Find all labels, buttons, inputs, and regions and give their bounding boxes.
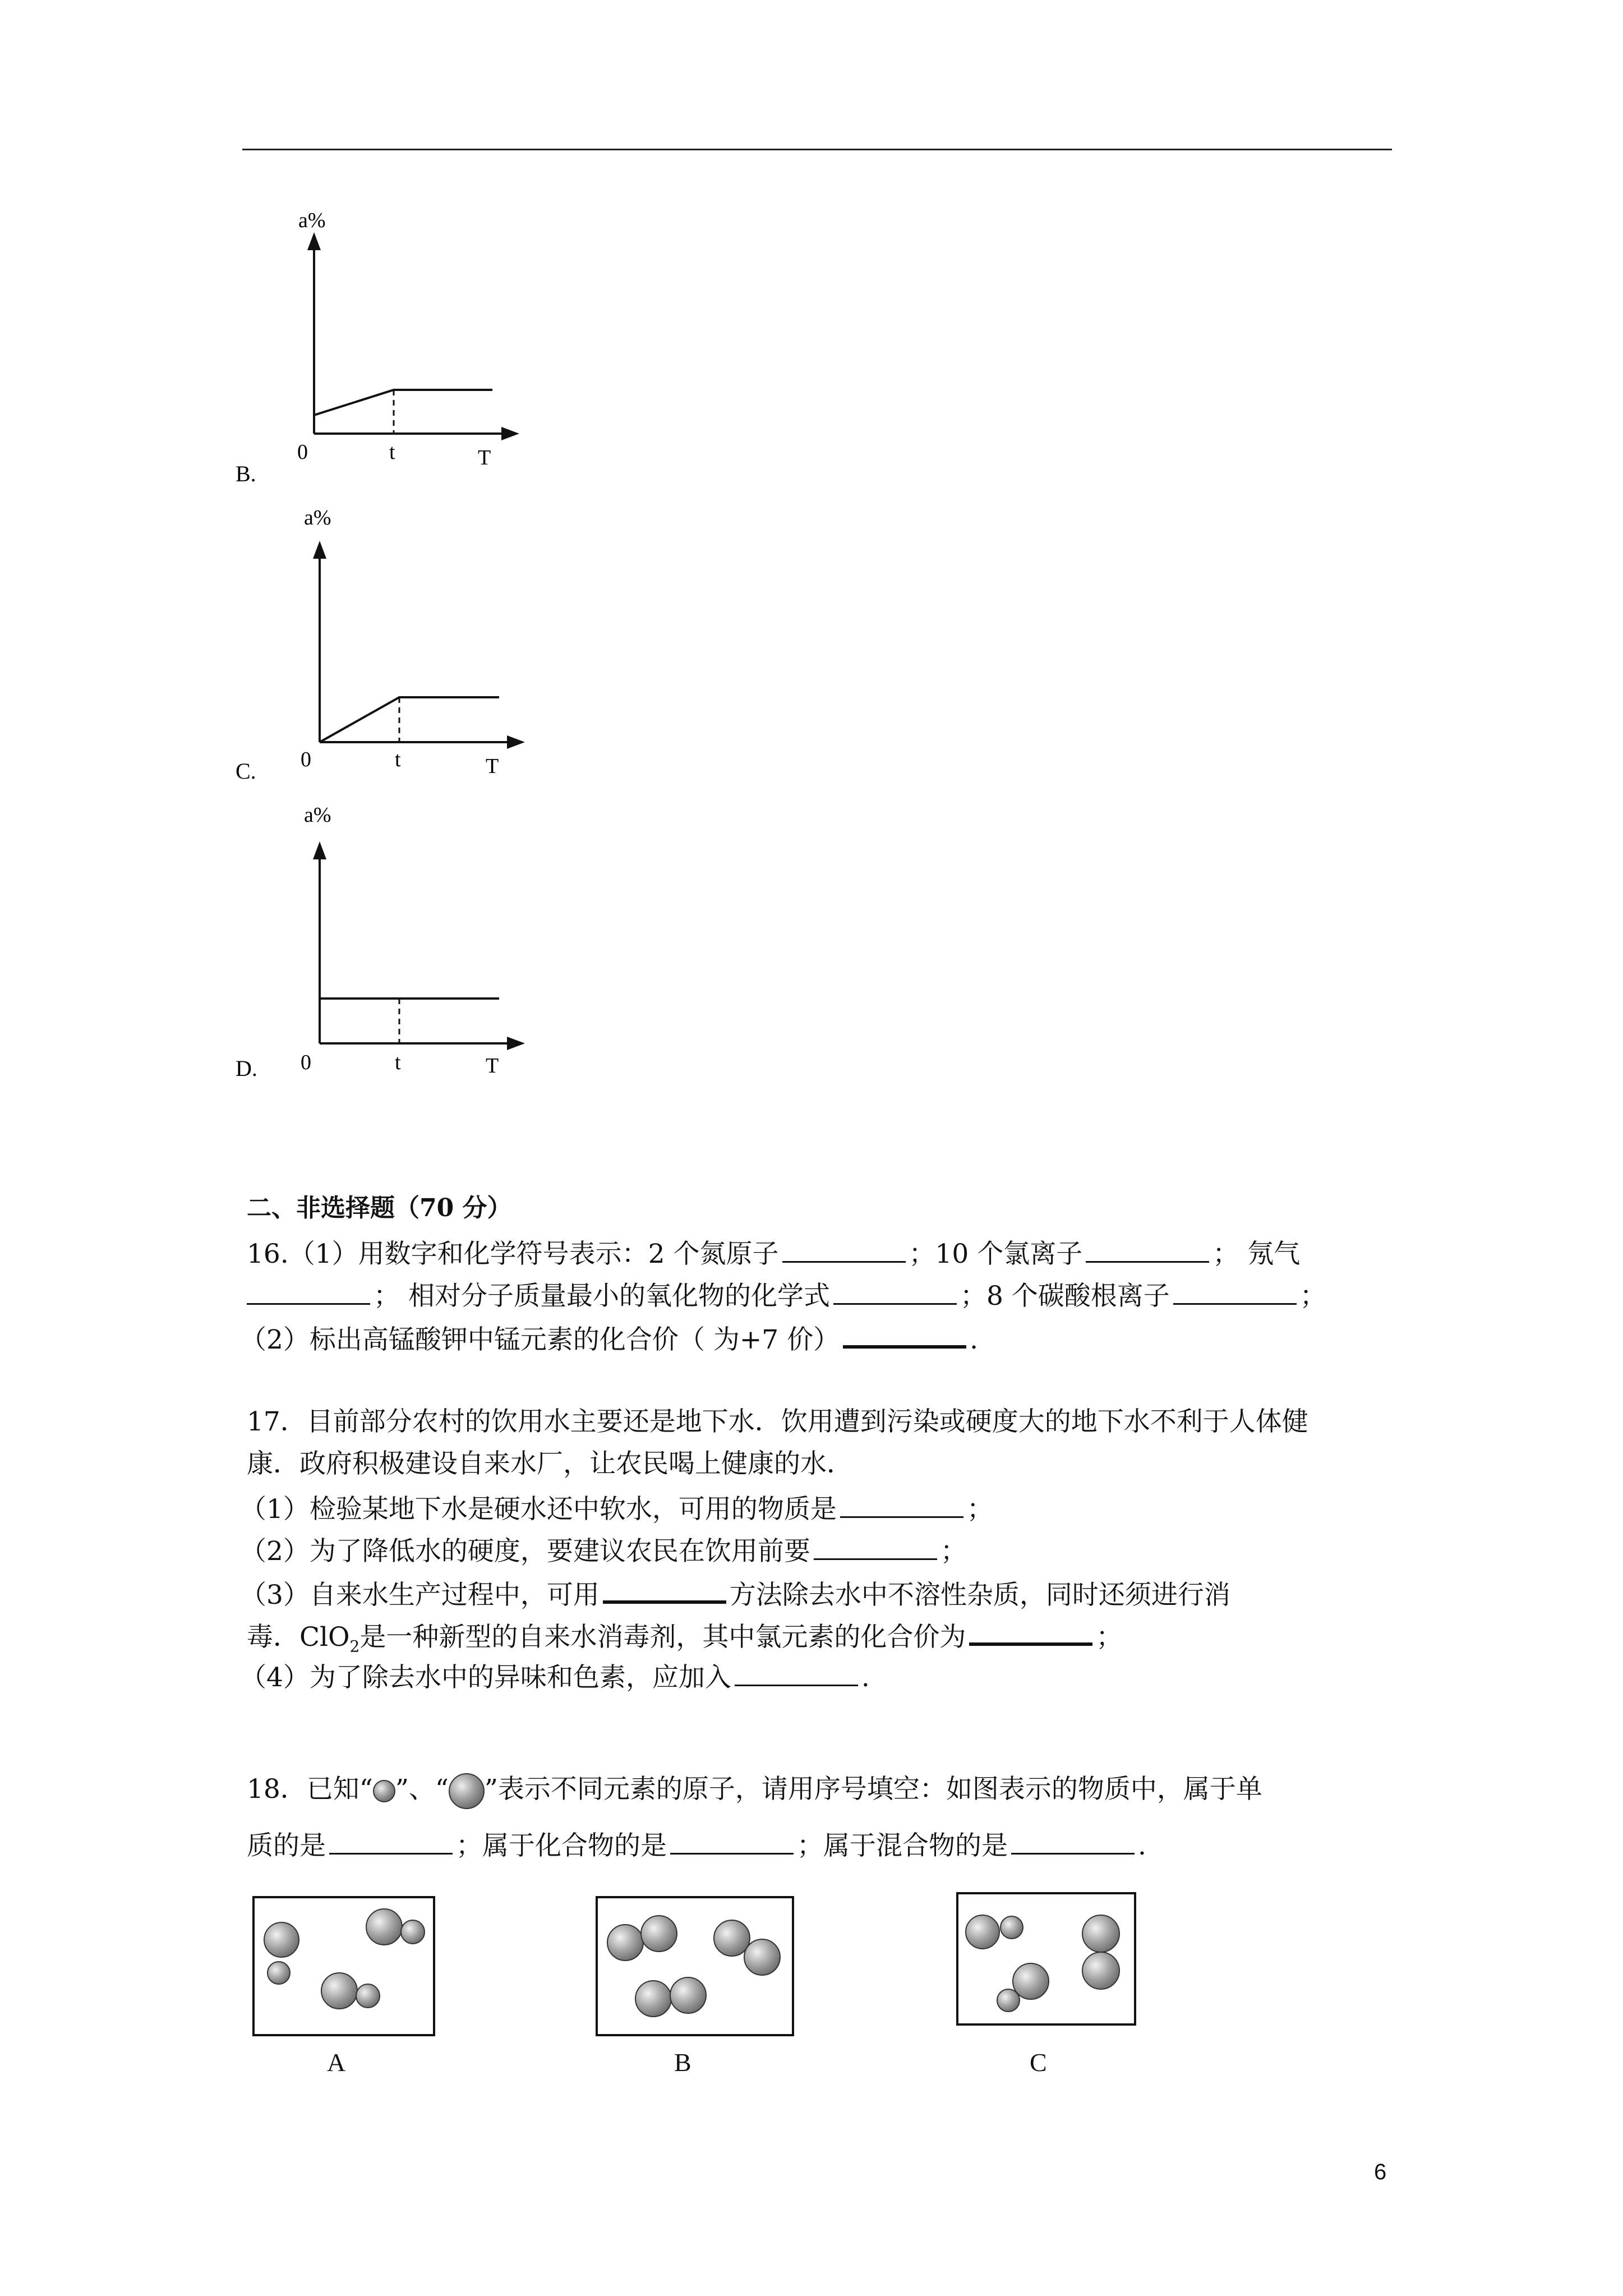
answer-blank[interactable]	[603, 1573, 726, 1604]
x-axis-label: T	[486, 1054, 499, 1078]
answer-blank[interactable]	[814, 1531, 937, 1560]
large-atom-icon	[635, 1980, 672, 2017]
small-atom-icon	[267, 1961, 291, 1985]
molecule-box-a	[252, 1896, 435, 2036]
graph-option-b	[236, 202, 550, 486]
curve	[320, 697, 499, 742]
q17-line-3: （1）检验某地下水是硬水还中软水，可用的物质是 ；	[240, 1489, 993, 1526]
large-atom-icon	[449, 1773, 485, 1809]
molecule-box-b	[596, 1896, 794, 2036]
answer-blank[interactable]	[1086, 1234, 1209, 1263]
option-label: D.	[236, 1056, 257, 1081]
large-atom-icon	[1082, 1915, 1120, 1953]
answer-blank[interactable]	[735, 1658, 858, 1686]
large-atom-icon	[744, 1939, 781, 1976]
answer-blank[interactable]	[840, 1489, 963, 1518]
answer-blank[interactable]	[1011, 1826, 1135, 1855]
small-atom-icon	[373, 1780, 395, 1802]
answer-blank[interactable]	[247, 1276, 370, 1305]
option-label: C.	[236, 758, 256, 784]
q17-line-7: （4）为了除去水中的异味和色素，应加入 .	[240, 1658, 870, 1695]
large-atom-icon	[607, 1924, 644, 1961]
large-atom-icon	[1082, 1952, 1120, 1990]
q17-line-5: （3）自来水生产过程中，可用 方法除去水中不溶性杂质，同时还须进行消	[240, 1573, 1230, 1612]
t-label: t	[395, 1051, 401, 1074]
q18-line-1: 18．已知“ ”、“ ”表示不同元素的原子，请用序号填空：如图表示的物质中，属于单	[247, 1767, 1262, 1812]
y-axis-label: a%	[304, 803, 331, 827]
answer-blank[interactable]	[670, 1826, 794, 1855]
y-axis-label: a%	[304, 506, 331, 530]
q17-line-1: 17．目前部分农村的饮用水主要还是地下水．饮用遭到污染或硬度大的地下水不利于人体健	[247, 1406, 1308, 1437]
graph-option-c	[236, 499, 550, 784]
large-atom-icon	[366, 1908, 403, 1945]
q17-line-6: 毒．ClO$_2$是一种新型的自来水消毒剂，其中氯元素的化合价为 ；	[247, 1616, 1122, 1663]
answer-blank[interactable]	[1173, 1276, 1297, 1305]
box-label-c: C	[1030, 2048, 1047, 2077]
q17-line-4: （2）为了降低水的硬度，要建议农民在饮用前要 ；	[240, 1531, 967, 1568]
origin-label: 0	[297, 440, 308, 464]
answer-blank[interactable]	[833, 1276, 957, 1305]
box-label-a: A	[327, 2048, 346, 2077]
answer-blank[interactable]	[843, 1318, 966, 1349]
t-label: t	[395, 748, 401, 771]
small-atom-icon	[997, 1989, 1020, 2012]
graph-option-d	[236, 797, 550, 1081]
origin-label: 0	[301, 748, 311, 771]
large-atom-icon	[670, 1977, 707, 2014]
answer-blank[interactable]	[329, 1826, 453, 1855]
small-atom-icon	[356, 1984, 380, 2008]
small-atom-icon	[400, 1920, 425, 1944]
answer-blank[interactable]	[969, 1616, 1092, 1646]
y-axis-label: a%	[298, 209, 326, 232]
t-label: t	[389, 440, 395, 464]
page-number: 6	[1374, 2160, 1387, 2184]
q16-line-3: （2）标出高锰酸钾中锰元素的化合价（ 为+7 价） .	[240, 1318, 978, 1357]
molecule-box-c	[956, 1892, 1136, 2026]
box-label-b: B	[674, 2048, 691, 2077]
large-atom-icon	[264, 1922, 299, 1958]
large-atom-icon	[321, 1972, 358, 2009]
q16-line-2: ； 相对分子质量最小的氧化物的化学式 ；8 个碳酸根离子 ；	[247, 1276, 1326, 1313]
origin-label: 0	[301, 1051, 311, 1074]
x-axis-label: T	[486, 754, 499, 778]
answer-blank[interactable]	[782, 1234, 906, 1263]
large-atom-icon	[640, 1915, 677, 1952]
q17-line-2: 康．政府积极建设自来水厂，让农民喝上健康的水．	[247, 1448, 853, 1479]
large-atom-icon	[965, 1915, 1000, 1949]
section-title: 二、非选择题（70 分）	[247, 1194, 512, 1222]
option-label: B.	[236, 461, 256, 486]
q18-line-2: 质的是 ；属于化合物的是 ；属于混合物的是 .	[247, 1826, 1146, 1863]
curve	[314, 390, 492, 415]
q16-line-1: 16.（1）用数字和化学符号表示：2 个氮原子 ；10 个氯离子 ； 氖气	[247, 1234, 1300, 1271]
header-rule	[242, 149, 1392, 150]
small-atom-icon	[1000, 1916, 1023, 1939]
x-axis-label: T	[478, 446, 491, 470]
